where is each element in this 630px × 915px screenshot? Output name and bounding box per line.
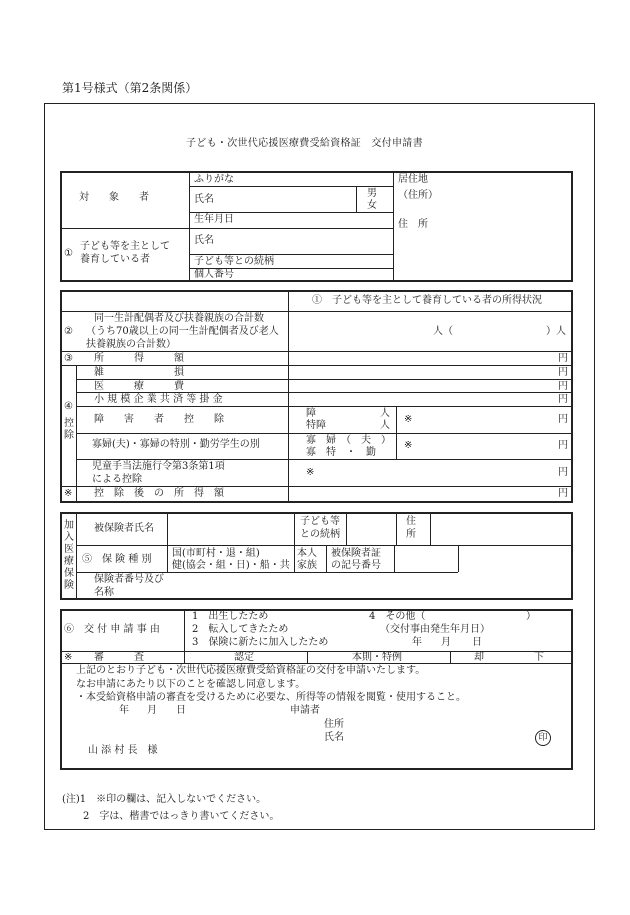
medical-label: 医 療 費 — [94, 381, 184, 392]
subject-section — [60, 171, 573, 282]
widow-label: 寡婦(夫)・寡婦の特別・勤労学生の別 — [92, 439, 260, 450]
child-allowance-unit: 円 — [558, 467, 568, 478]
deduction-number: ④ — [64, 401, 73, 412]
insurance-cert-2: の記号番号 — [331, 560, 381, 571]
insured-family[interactable]: 家族 — [297, 560, 317, 571]
review-reject: 却 下 — [474, 652, 544, 663]
dependents-line-2: （うち70歳以上の同一生計配偶者及び老人 — [86, 326, 279, 337]
widow-sub2: 寡 特 ・ 勤 — [306, 447, 376, 458]
insurer-label-2: 名称 — [94, 587, 114, 598]
insured-person[interactable]: 本人 — [297, 548, 317, 559]
form-number: 第1号様式（第2条関係） — [62, 81, 198, 95]
reason-item-2[interactable]: 2 転入してきたため — [192, 624, 289, 635]
personal-number-label: 個人番号 — [194, 269, 234, 280]
insurance-relation-1: 子ども等 — [300, 516, 340, 527]
applicant-label: 申請者 — [290, 705, 320, 716]
insurer-label-1: 保険者番号及び — [94, 574, 164, 585]
income-label: 所 得 額 — [94, 353, 184, 364]
reason-item-4[interactable]: 4 その他（ — [369, 611, 426, 622]
dependents-number: ② — [64, 326, 73, 337]
reason-year: 年 — [412, 637, 422, 648]
income-unit: 円 — [558, 353, 568, 364]
declaration-year: 年 — [119, 705, 129, 716]
residence-sub: （住所） — [398, 190, 438, 201]
insurance-relation-2: との続柄 — [300, 529, 340, 540]
insurance-side-label: 加入医療保険 — [64, 520, 74, 591]
medical-unit: 円 — [558, 381, 568, 392]
dependents-unit-left: 人（ — [433, 326, 453, 337]
disability-unit: 円 — [558, 414, 568, 425]
deduction-label: 控除 — [64, 418, 74, 441]
disability-mark: ※ — [404, 414, 413, 425]
insurance-address-2: 所 — [406, 529, 416, 540]
caregiver-label-2: 養育している者 — [80, 254, 150, 265]
insured-name-label: 被保険者氏名 — [94, 523, 154, 534]
review-main: 本則・特例 — [352, 652, 402, 663]
dependents-unit-right: ）人 — [546, 326, 566, 337]
disability-sub1-b: 人 — [380, 408, 390, 419]
income-header: ① 子ども等を主として養育している者の所得状況 — [312, 295, 542, 306]
residence-label: 居住地 — [398, 174, 428, 185]
child-allowance-line-2: による控除 — [92, 474, 142, 485]
child-allowance-line-1: 児童手当法施行令第3条第1項 — [92, 461, 225, 472]
caregiver-number: ① — [64, 248, 73, 259]
mayor-addressee: 山 添 村 長 様 — [88, 745, 158, 756]
caregiver-name-label: 氏名 — [194, 235, 214, 246]
disability-sub1-a: 障 — [306, 408, 316, 419]
insurance-address-1: 住 — [406, 516, 416, 527]
insurance-type-2[interactable]: 健(協会・組・日)・船・共 — [172, 560, 290, 571]
note-1: (注)1 ※印の欄は、記入しないでください。 — [62, 794, 267, 805]
insurance-type-1[interactable]: 国(市町村・退・組) — [172, 548, 260, 559]
insurance-type-label: ⑤ 保 険 種 別 — [82, 554, 152, 565]
declaration-line-2: なお申請にあたり以下のことを確認し同意します。 — [76, 679, 306, 690]
form-title: 子ども・次世代応援医療費受給資格証 交付申請書 — [186, 138, 423, 149]
reason-label: ⑥ 交 付 申 請 事 由 — [64, 624, 160, 635]
review-mark: ※ — [64, 652, 73, 663]
review-approve: 認定 — [234, 652, 254, 663]
declaration-day: 日 — [176, 705, 186, 716]
disability-sub2-a: 特障 — [306, 420, 326, 431]
income-number: ③ — [64, 353, 73, 364]
misc-loss-unit: 円 — [558, 367, 568, 378]
insurance-cert-1: 被保険者証 — [331, 548, 381, 559]
declaration-line-3: ・本受給資格申請の審査を受けるために必要な、所得等の情報を閲覧・使用すること。 — [76, 692, 466, 703]
mutual-aid-unit: 円 — [558, 394, 568, 405]
birthdate-label: 生年月日 — [194, 214, 234, 225]
furigana-label: ふりがな — [194, 174, 234, 185]
reason-month: 月 — [441, 637, 451, 648]
dependents-line-1: 同一生計配偶者及び扶養親族の合計数 — [94, 313, 264, 324]
dependents-line-3: 扶養親族の合計数） — [86, 339, 176, 350]
reason-item-4-close: ） — [526, 611, 536, 622]
applicant-name-label: 氏名 — [324, 732, 344, 743]
widow-sub1: 寡 婦 （ 夫 ） — [306, 435, 391, 446]
after-deduction-unit: 円 — [558, 488, 568, 499]
reason-date-note: （交付事由発生年月日） — [380, 624, 490, 635]
gender-female[interactable]: 女 — [367, 200, 377, 211]
gender-male[interactable]: 男 — [367, 188, 377, 199]
declaration-line-1: 上記のとおり子ども・次世代応援医療費受給資格証の交付を申請いたします。 — [76, 665, 426, 676]
reason-item-3[interactable]: 3 保険に新たに加入したため — [192, 637, 329, 648]
note-2: 2 字は、楷書ではっきり書いてください。 — [83, 811, 280, 822]
review-label: 審 査 — [94, 652, 144, 663]
caregiver-relation-label: 子ども等との続柄 — [194, 256, 274, 267]
reason-item-1[interactable]: 1 出生したため — [192, 611, 269, 622]
child-allowance-mark: ※ — [306, 467, 315, 478]
after-deduction-mark: ※ — [64, 488, 73, 499]
applicant-address-label: 住所 — [324, 719, 344, 730]
subject-name-label: 氏名 — [194, 194, 214, 205]
seal-icon: 印 — [535, 730, 551, 746]
address-label: 住 所 — [398, 219, 428, 230]
widow-unit: 円 — [558, 440, 568, 451]
misc-loss-label: 雑 損 — [94, 367, 184, 378]
subject-header: 対 象 者 — [79, 192, 149, 203]
disability-label: 障 害 者 控 除 — [94, 414, 224, 425]
widow-mark: ※ — [404, 440, 413, 451]
reason-day: 日 — [472, 637, 482, 648]
declaration-month: 月 — [147, 705, 157, 716]
mutual-aid-label: 小 規 模 企 業 共 済 等 掛 金 — [94, 394, 223, 405]
after-deduction-label: 控 除 後 の 所 得 額 — [94, 488, 224, 499]
caregiver-label-1: 子ども等を主として — [80, 241, 170, 252]
disability-sub2-b: 人 — [380, 420, 390, 431]
